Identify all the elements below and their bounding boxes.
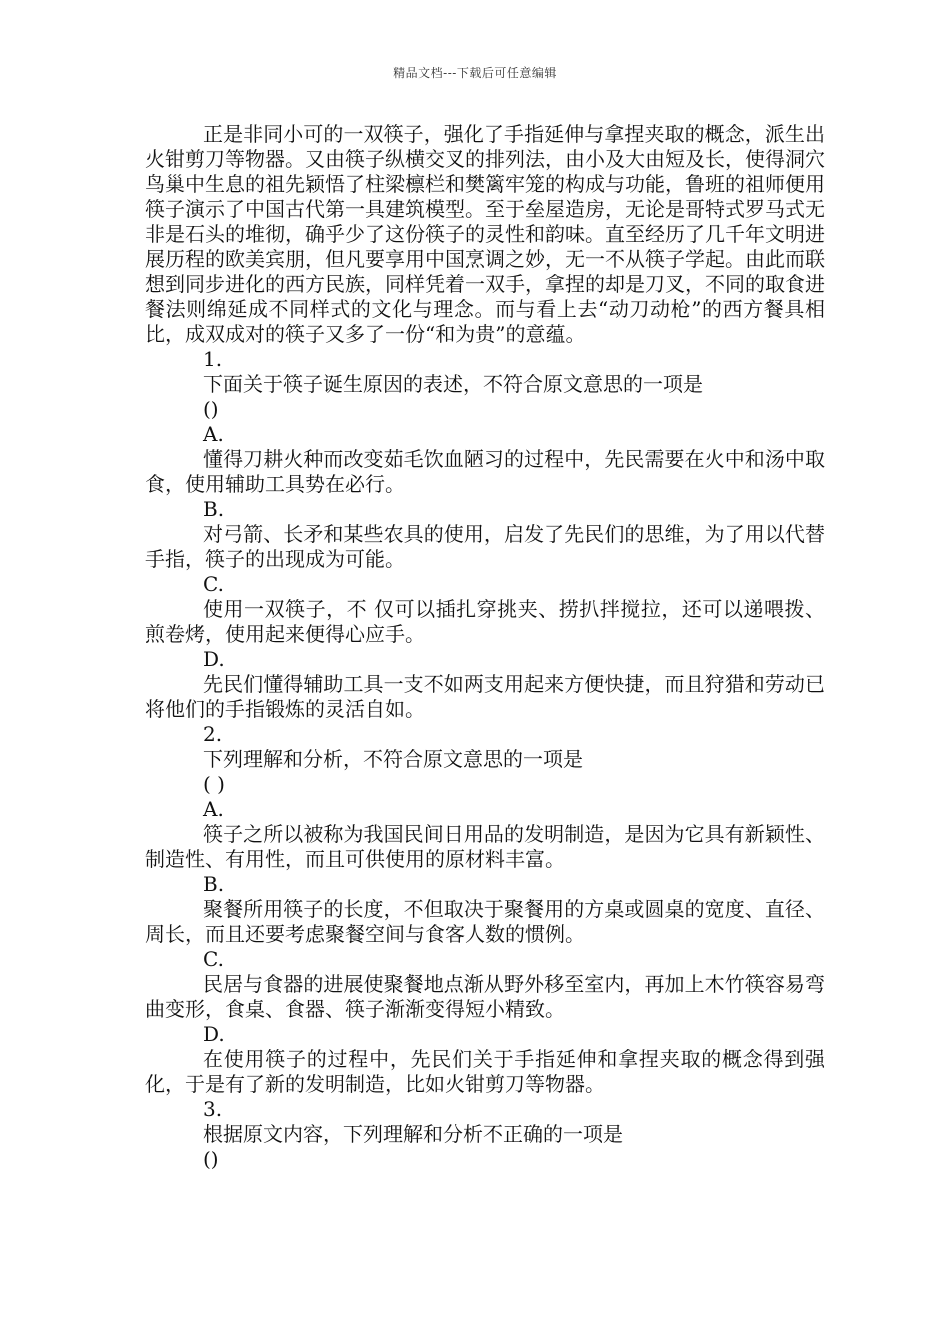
answer-parentheses: ( )	[203, 772, 225, 796]
option-label: D.	[203, 647, 225, 671]
question-stem: 下面关于筷子诞生原因的表述，不符合原文意思的一项是	[203, 372, 703, 396]
question-number: 2.	[203, 722, 223, 746]
question-1	[145, 347, 825, 722]
question-3	[145, 1097, 825, 1172]
option-label: D.	[203, 1022, 225, 1046]
answer-parentheses: ()	[203, 1147, 219, 1171]
option-text: 聚餐所用筷子的长度，不但取决于聚餐用的方桌或圆桌的宽度、直径、周长，而且还要考虑聚餐空间与食客人数的惯例。	[145, 897, 825, 946]
option-label: A.	[203, 797, 224, 821]
question-number: 1.	[203, 347, 223, 371]
option-text: 在使用筷子的过程中，先民们关于手指延伸和拿捏夹取的概念得到强化，于是有了新的发明制造，比如火钳剪刀等物器。	[145, 1047, 825, 1096]
question-2	[145, 722, 825, 1097]
option-text: 筷子之所以被称为我国民间日用品的发明制造，是因为它具有新颖性、制造性、有用性，而且可供使用的原材料丰富。	[145, 822, 825, 871]
option-label: B.	[203, 497, 225, 521]
option-text: 民居与食器的进展使聚餐地点渐从野外移至室内，再加上木竹筷容易弯曲变形，食桌、食器、筷子渐渐变得短小精致。	[145, 972, 825, 1021]
page-header: 精品文档---下载后可任意编辑	[393, 66, 557, 80]
option-text: 先民们懂得辅助工具一支不如两支用起来方便快捷，而且狩猎和劳动已将他们的手指锻炼的灵活自如。	[145, 672, 825, 721]
option-text: 使用一双筷子，不 仅可以插扎穿挑夹、捞扒拌搅拉，还可以递喂拨、煎卷烤，使用起来便得心应手。	[145, 597, 825, 646]
document-body	[145, 122, 825, 1172]
option-label: C.	[203, 947, 224, 971]
option-label: C.	[203, 572, 224, 596]
option-label: B.	[203, 872, 225, 896]
question-stem: 根据原文内容，下列理解和分析不正确的一项是	[203, 1122, 623, 1146]
passage-paragraph: 正是非同小可的一双筷子，强化了手指延伸与拿捏夹取的概念，派生出火钳剪刀等物器。又由筷子纵横交叉的排列法，由小及大由短及长，使得洞穴鸟巢中生息的祖先颖悟了柱梁檩栏和樊篱牢笼的构成与功能，鲁班的祖师便用筷子演示了中国古代第一具建筑模型。至于垒屋造房，无论是哥特式罗马式无非是石头的堆彻，确乎少了这份筷子的灵性和韵味。直至经历了几千年文明进展历程的欧美宾朋，但凡要享用中国烹调之妙，无一不从筷子学起。由此而联想到同步进化的西方民族，同样凭着一双手，拿捏的却是刀叉，不同的取食进餐法则绵延成不同样式的文化与理念。而与看上去“动刀动枪”的西方餐具相比，成双成对的筷子又多了一份“和为贵”的意蕴。	[145, 122, 825, 346]
question-stem: 下列理解和分析，不符合原文意思的一项是	[203, 747, 583, 771]
option-text: 对弓箭、长矛和某些农具的使用，启发了先民们的思维，为了用以代替手指，筷子的出现成为可能。	[145, 522, 825, 571]
question-number: 3.	[203, 1097, 223, 1121]
option-label: A.	[203, 422, 224, 446]
answer-parentheses: ()	[203, 397, 219, 421]
option-text: 懂得刀耕火种而改变茹毛饮血陋习的过程中，先民需要在火中和汤中取食，使用辅助工具势在必行。	[145, 447, 825, 496]
